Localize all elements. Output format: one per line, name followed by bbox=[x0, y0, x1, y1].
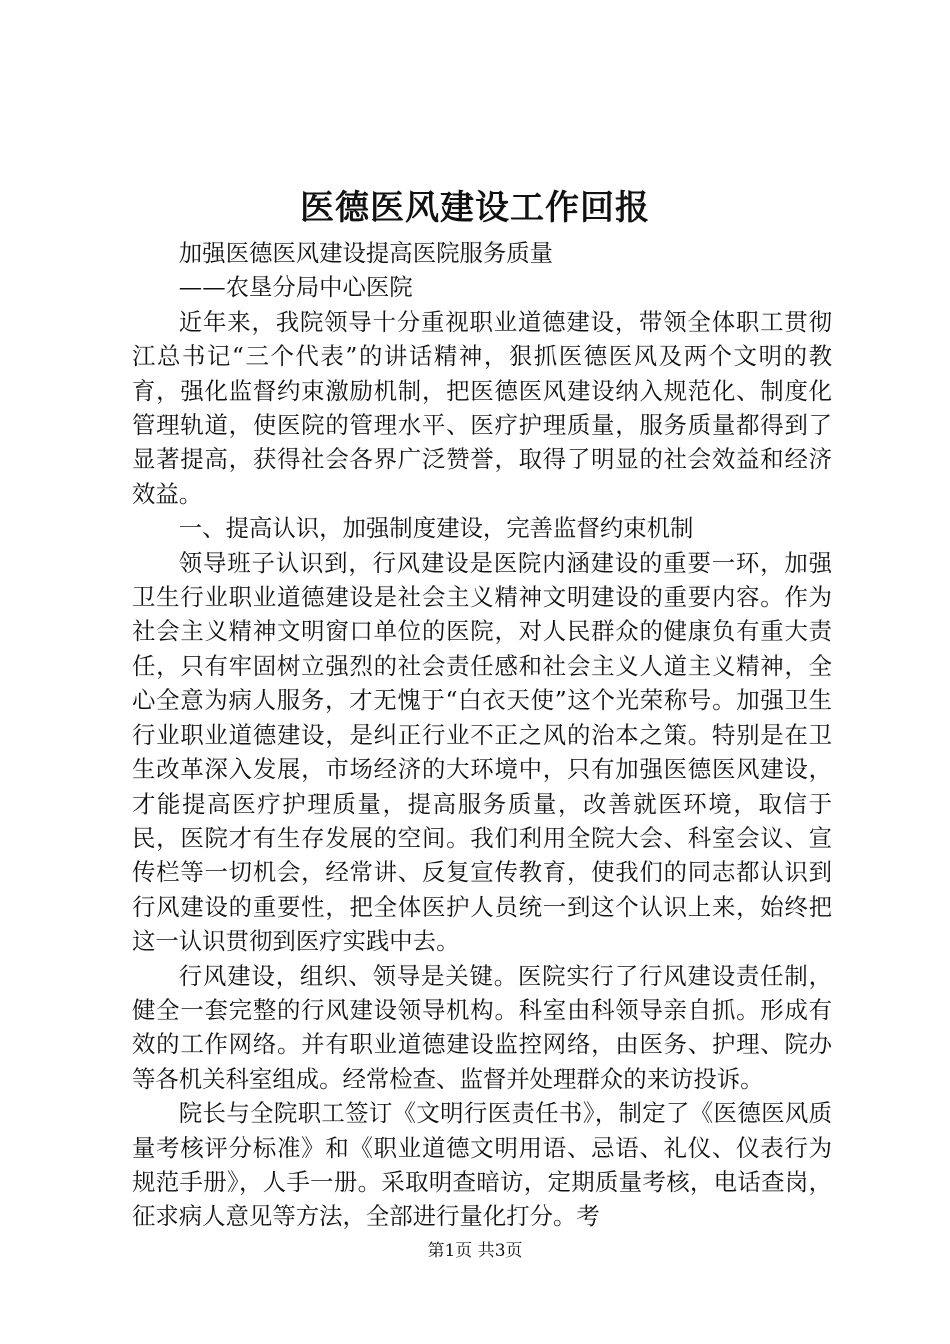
paragraph: 行风建设，组织、领导是关键。医院实行了行风建设责任制，健全一套完整的行风建设领导机构。科室由科领导亲自抓。形成有效的工作网络。并有职业道德建设监控网络，由医务、护理、院办等各机关科室组成。经常检查、监督并处理群众的来访投诉。 bbox=[132, 961, 832, 1093]
paragraph: 近年来，我院领导十分重视职业道德建设，带领全体职工贯彻江总书记“三个代表”的讲话精神，狠抓医德医风及两个文明的教育，强化监督约束激励机制，把医德医风建设纳入规范化、制度化管理轨道，使医院的管理水平、医疗护理质量，服务质量都得到了显著提高，获得社会各界广泛赞誉，取得了明显的社会效益和经济效益。 bbox=[132, 307, 832, 508]
author-line: ——农垦分局中心医院 bbox=[178, 273, 413, 302]
paragraph: 领导班子认识到，行风建设是医院内涵建设的重要一环，加强卫生行业职业道德建设是社会主义精神文明建设的重要内容。作为社会主义精神文明窗口单位的医院，对人民群众的健康负有重大责任，只有牢固树立强烈的社会责任感和社会主义人道主义精神，全心全意为病人服务，才无愧于“白衣天使”这个光荣称号。加强卫生行业职业道德建设，是纠正行业不正之风的治本之策。特别是在卫生改革深入发展，市场经济的大环境中，只有加强医德医风建设，才能提高医疗护理质量，提高服务质量，改善就医环境，取信于民，医院才有生存发展的空间。我们利用全院大会、科室会议、宣传栏等一切机会，经常讲、反复宣传教育，使我们的同志都认识到行风建设的重要性，把全体医护人员统一到这个认识上来，始终把这一认识贯彻到医疗实践中去。 bbox=[132, 548, 832, 956]
page-footer: 第1页 共3页 bbox=[427, 1241, 523, 1261]
document-body bbox=[132, 236, 832, 1234]
subtitle: 加强医德医风建设提高医院服务质量 bbox=[178, 239, 554, 267]
section-heading: 一、提高认识，加强制度建设，完善监督约束机制 bbox=[178, 514, 694, 543]
paragraph: 院长与全院职工签订《文明行医责任书》，制定了《医德医风质量考核评分标准》和《职业道德文明用语、忌语、礼仪、仪表行为规范手册》，人手一册。采取明查暗访，定期质量考核，电话查岗，征求病人意见等方法，全部进行量化打分。考 bbox=[132, 1099, 832, 1231]
document-title: 医德医风建设工作回报 bbox=[300, 188, 650, 228]
